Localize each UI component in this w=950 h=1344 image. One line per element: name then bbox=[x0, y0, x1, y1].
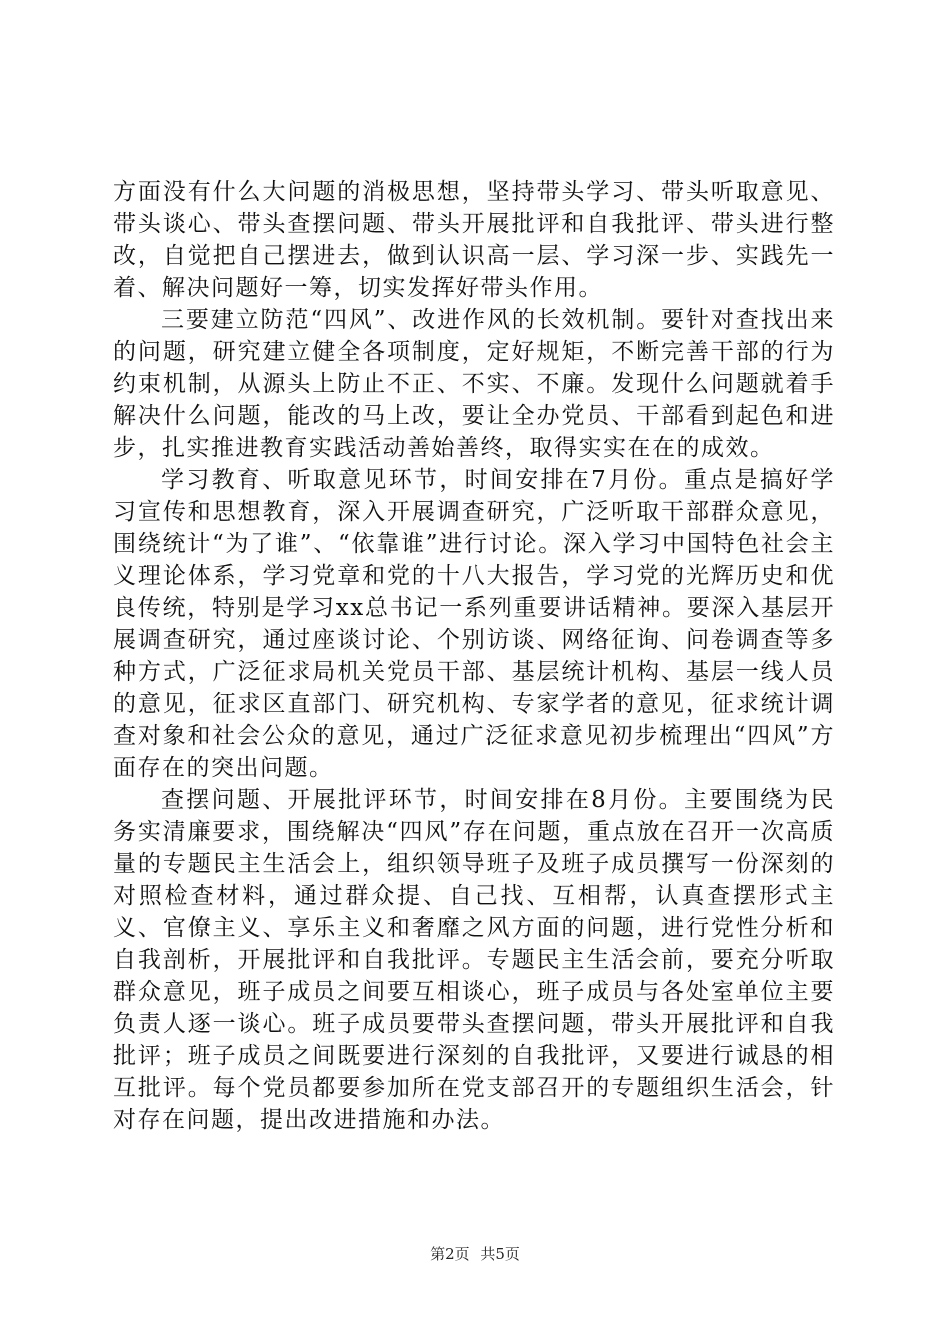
paragraph-long-term-mechanism: 三要建立防范“四风”、改进作风的长效机制。要针对查找出来的问题，研究建立健全各项制度，定好规矩，不断完善干部的行为约束机制，从源头上防止不正、不实、不廉。发现什么问题就着手解决什么问题，能改的马上改，要让全办党员、干部看到起色和进步，扎实推进教育实践活动善始善终，取得实实在在的成效。 bbox=[113, 307, 835, 461]
paragraph-self-criticism: 查摆问题、开展批评环节，时间安排在8月份。主要围绕为民务实清廉要求，围绕解决“四风”存在问题，重点放在召开一次高质量的专题民主生活会上，组织领导班子及班子成员撰写一份深刻的对照检查材料，通过群众提、自己找、互相帮，认真查摆形式主义、官僚主义、享乐主义和奢靡之风方面的问题，进行党性分析和自我剖析，开展批评和自我批评。专题民主生活会前，要充分听取群众意见，班子成员之间要互相谈心，班子成员与各处室单位主要负责人逐一谈心。班子成员要带头查摆问题，带头开展批评和自我批评；班子成员之间既要进行深刻的自我批评，又要进行诚恳的相互批评。每个党员都要参加所在党支部召开的专题组织生活会，针对存在问题，提出改进措施和办法。 bbox=[113, 787, 835, 1133]
page-footer bbox=[0, 1244, 950, 1264]
paragraph-study-education: 学习教育、听取意见环节，时间安排在7月份。重点是搞好学习宣传和思想教育，深入开展调查研究，广泛听取干部群众意见，围绕统计“为了谁”、“依靠谁”进行讨论。深入学习中国特色社会主义理论体系，学习党章和党的十八大报告，学习党的光辉历史和优良传统，特别是学习xx总书记一系列重要讲话精神。要深入基层开展调查研究，通过座谈讨论、个别访谈、网络征询、问卷调查等多种方式，广泛征求局机关党员干部、基层统计机构、基层一线人员的意见，征求区直部门、研究机构、专家学者的意见，征求统计调查对象和社会公众的意见，通过广泛征求意见初步梳理出“四风”方面存在的突出问题。 bbox=[113, 467, 835, 781]
paragraph-continuation: 方面没有什么大问题的消极思想，坚持带头学习、带头听取意见、带头谈心、带头查摆问题、带头开展批评和自我批评、带头进行整改，自觉把自己摆进去，做到认识高一层、学习深一步、实践先一着、解决问题好一筹，切实发挥好带头作用。 bbox=[113, 179, 835, 301]
page-total: 共5页 bbox=[480, 1245, 520, 1263]
page-number: 第2页 bbox=[430, 1245, 470, 1263]
document-body bbox=[113, 176, 835, 1136]
